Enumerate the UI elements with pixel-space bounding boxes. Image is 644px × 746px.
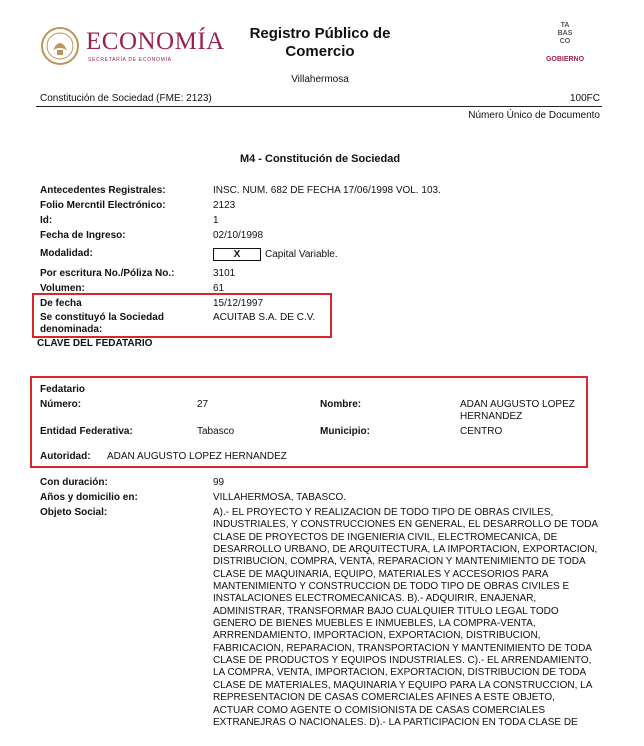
folio-value: 2123 bbox=[213, 200, 236, 211]
fecha-ingreso-label: Fecha de Ingreso: bbox=[40, 230, 126, 241]
domicilio-value: VILLAHERMOSA, TABASCO. bbox=[213, 492, 347, 503]
entidad-value: Tabasco bbox=[197, 426, 235, 437]
objeto-line: CLASE DE PRODUCTOS Y EQUIPOS INDUSTRIALES. C).- EL ARRENDAMIENTO, bbox=[213, 655, 592, 667]
objeto-line: CLASE DE PROYECTOS DE INGENIERIA CIVIL, ELECTROMECANICA, DE bbox=[213, 531, 558, 543]
tabasco-logo bbox=[540, 18, 590, 70]
objeto-line: INSTALACIONES ELECTROMECANICAS. B).- ADQUIRIR, ENAJENAR, bbox=[213, 593, 537, 605]
duracion-label: Con duración: bbox=[40, 477, 108, 488]
municipio-label: Municipio: bbox=[320, 426, 370, 437]
numero-label: Número: bbox=[40, 399, 82, 410]
objeto-line: CLASE DE MATERIALES, MAQUINARIA Y EQUIPO PARA LA CONSTRUCCION, LA bbox=[213, 679, 593, 691]
de-fecha-value: 15/12/1997 bbox=[213, 298, 264, 309]
objeto-line: EXTRANEJRAS O NACIONALES. D).- LA PARTICIPACION EN TODA CLASE DE bbox=[213, 716, 578, 728]
denominada-label-1: Se constituyó la Sociedad bbox=[40, 312, 164, 323]
section-title: M4 - Constitución de Sociedad bbox=[239, 153, 401, 165]
doc-code: 100FC bbox=[569, 93, 600, 104]
objeto-line: A).- EL PROYECTO Y REALIZACION DE TODO TIPO DE OBRAS CIVILES, bbox=[213, 507, 554, 518]
objeto-social-text bbox=[213, 507, 603, 729]
de-fecha-label: De fecha bbox=[40, 298, 82, 309]
entidad-label: Entidad Federativa: bbox=[40, 426, 133, 437]
nombre-value-2: HERNANDEZ bbox=[460, 411, 523, 422]
antecedentes-label: Antecedentes Registrales: bbox=[40, 185, 166, 196]
nombre-value-1: ADAN AUGUSTO LOPEZ bbox=[460, 399, 575, 410]
objeto-line: DISTRIBUCION, COMPRA, VENTA, REPARACION Y MANTENIMIENTO DE TODA bbox=[213, 556, 586, 568]
escritura-label: Por escritura No./Póliza No.: bbox=[40, 268, 175, 279]
escritura-value: 3101 bbox=[213, 268, 236, 279]
numero-value: 27 bbox=[197, 399, 209, 410]
fecha-ingreso-value: 02/10/1998 bbox=[213, 230, 264, 241]
objeto-line: LA COMPRA, VENTA, IMPORTACION, EXPORTACION, DISTRIBUCION DE TODA bbox=[213, 667, 587, 679]
municipio-value: CENTRO bbox=[460, 426, 503, 437]
objeto-line: MANTENIMIENTO Y CONSTRUCCION DE TODO TIPO DE OBRAS CIVILES E bbox=[213, 581, 570, 593]
city-label: Villahermosa bbox=[291, 74, 349, 85]
antecedentes-value: INSC. NUM. 682 DE FECHA 17/06/1998 VOL. 103. bbox=[213, 185, 441, 196]
modalidad-value: Capital Variable. bbox=[265, 249, 338, 260]
numero-unico-label: Número Único de Documento bbox=[468, 110, 600, 121]
gobierno-caption: GOBIERNO bbox=[545, 56, 585, 63]
objeto-line: FABRICACION, REPARACION, TRANSPORTACION Y MANTENIMIENTO DE TODA bbox=[213, 642, 592, 654]
objeto-line: ACTUAR COMO AGENTE O COMISIONISTA DE CASAS COMERCIALES bbox=[213, 704, 546, 716]
objeto-line: INDUSTRIALES, Y CONSTRUCCIONES EN GENERAL, EL DESARROLLO DE TODA bbox=[213, 519, 599, 531]
denominada-label-2: denominada: bbox=[40, 324, 103, 335]
denominada-value: ACUITAB S.A. DE C.V. bbox=[213, 312, 316, 323]
objeto-label: Objeto Social: bbox=[40, 507, 108, 518]
objeto-line: REPRESENTACION DE CASAS COMERCIALES AFINES A ESTE OBJETO, bbox=[213, 692, 555, 704]
domicilio-label: Años y domicilio en: bbox=[40, 492, 138, 503]
fedatario-heading: Fedatario bbox=[40, 384, 86, 395]
duracion-value: 99 bbox=[213, 477, 225, 488]
national-seal-icon bbox=[40, 26, 80, 66]
autoridad-value: ADAN AUGUSTO LOPEZ HERNANDEZ bbox=[107, 451, 287, 462]
volumen-value: 61 bbox=[213, 283, 225, 294]
folio-label: Folio Mercntil Electrónico: bbox=[40, 200, 166, 211]
id-label: Id: bbox=[40, 215, 53, 226]
clave-fedatario-label: CLAVE DEL FEDATARIO bbox=[37, 338, 153, 349]
objeto-line: ADMINISTRAR, TRANSFORMAR BAJO CUALQUIER TITULO LEGAL TODO bbox=[213, 605, 559, 617]
economia-brand: ECONOMÍA bbox=[86, 28, 225, 55]
modalidad-label: Modalidad: bbox=[40, 248, 93, 259]
objeto-line: GENERO DE BIENES MUEBLES E INMUEBLES, LA COMPRA-VENTA, bbox=[213, 618, 536, 630]
volumen-label: Volumen: bbox=[40, 283, 85, 294]
tabasco-wordmark: TA BAS CO bbox=[557, 22, 573, 45]
economia-subtitle: SECRETARÍA DE ECONOMÍA bbox=[88, 57, 172, 63]
economia-logo bbox=[40, 24, 225, 70]
objeto-line: DESARROLLO URBANO, DE ARQUITECTURA, LA IMPORTACION, EXPORTACION, bbox=[213, 544, 598, 556]
divider bbox=[36, 106, 602, 107]
page-title: Registro Público de Comercio bbox=[249, 25, 391, 60]
modalidad-checkbox: X bbox=[213, 248, 261, 261]
objeto-line: ARRRENDAMIENTO, IMPORTACION, EXPORTACION, DISTRIBUCION, bbox=[213, 630, 541, 642]
doc-type: Constitución de Sociedad (FME: 2123) bbox=[40, 93, 212, 104]
id-value: 1 bbox=[213, 215, 219, 226]
nombre-label: Nombre: bbox=[320, 399, 362, 410]
autoridad-label: Autoridad: bbox=[40, 451, 91, 462]
objeto-line: CLASE DE MAQUINARIA, EQUIPO, MATERIALES Y ACCESORIOS PARA bbox=[213, 568, 549, 580]
